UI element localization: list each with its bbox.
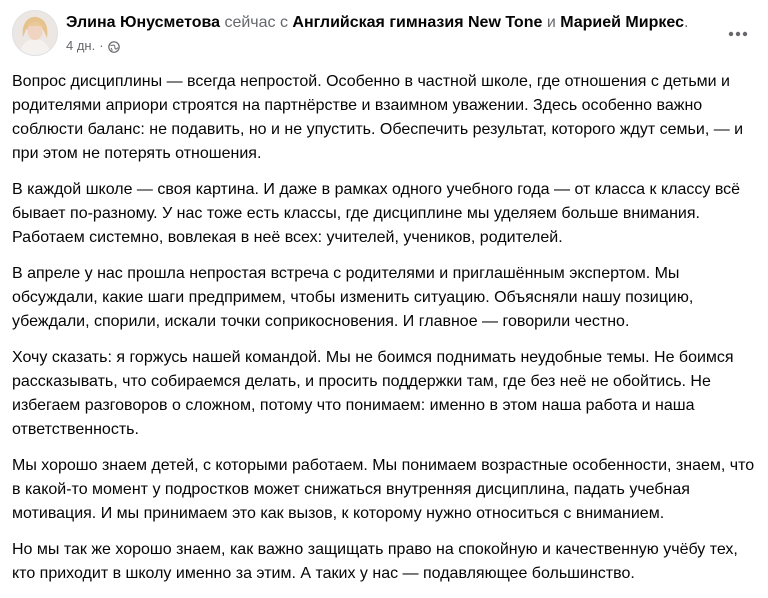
globe-icon[interactable]: [108, 40, 120, 52]
post-paragraph: В каждой школе — своя картина. И даже в рамках одного учебного года — от класса к классу всё бывает по-разному. У нас тоже есть классы, где дисциплине мы уделяем больше внимания. Работаем системно, вовлекая в неё всех: учителей, учеников, родителей.: [12, 181, 741, 246]
avatar-image: [13, 11, 57, 55]
post-paragraph: В апреле у нас прошла непростая встреча с родителями и приглашённым экспертом. Мы обсуждали, какие шаги предпримем, чтобы изменить ситуацию. Объясняли нашу позицию, убеждали, спорили, искали точки соприкосновения. И главное — говорили честно.: [12, 265, 694, 330]
ellipsis-icon: [728, 31, 748, 37]
post-paragraph: Но мы так же хорошо знаем, как важно защищать право на спокойную и качественную учёбу тех, кто приходит в школу именно за этим. А таких у нас — подавляющее большинство.: [12, 541, 738, 582]
post-text: [12, 70, 758, 598]
author-avatar[interactable]: [12, 10, 58, 56]
tagged-page-link[interactable]: Английская гимназия New Tone: [292, 14, 543, 31]
more-options-button[interactable]: [720, 16, 756, 52]
author-line: [66, 12, 696, 34]
meta-separator: ·: [99, 38, 104, 53]
and-text: и: [546, 14, 556, 31]
post-header: [12, 10, 756, 60]
post-paragraph: Мы хорошо знаем детей, с которыми работаем. Мы понимаем возрастные особенности, знаем, что в какой-то момент у подростков может снижаться внутренняя дисциплина, падать учебная мотивация. И мы принимаем это как вызов, к которому нужно относиться с вниманием.: [12, 457, 755, 522]
post-paragraph: Хочу сказать: я горжусь нашей командой. Мы не боимся поднимать неудобные темы. Не боимся рассказывать, что собираемся делать, и просить поддержки там, где без неё не обойтись. Не избегаем разговоров о сложном, потому что понимаем: именно в этом наша работа и наша ответственность.: [12, 349, 734, 438]
with-text: сейчас с: [224, 14, 288, 31]
period-text: .: [683, 14, 689, 31]
post-paragraph: Вопрос дисциплины — всегда непростой. Особенно в частной школе, где отношения с детьми и родителями априори строятся на партнёрстве и взаимном уважении. Здесь особенно важно соблюсти баланс: не подавить, но и не упустить. Обеспечить результат, которого ждут семьи, — и при этом не потерять отношения.: [12, 73, 744, 162]
tagged-person-link[interactable]: Марией Миркес: [560, 14, 684, 31]
author-name-link[interactable]: Элина Юнусметова: [66, 14, 220, 31]
post-time-link[interactable]: 4 дн.: [66, 38, 96, 53]
post-meta: [66, 37, 120, 55]
